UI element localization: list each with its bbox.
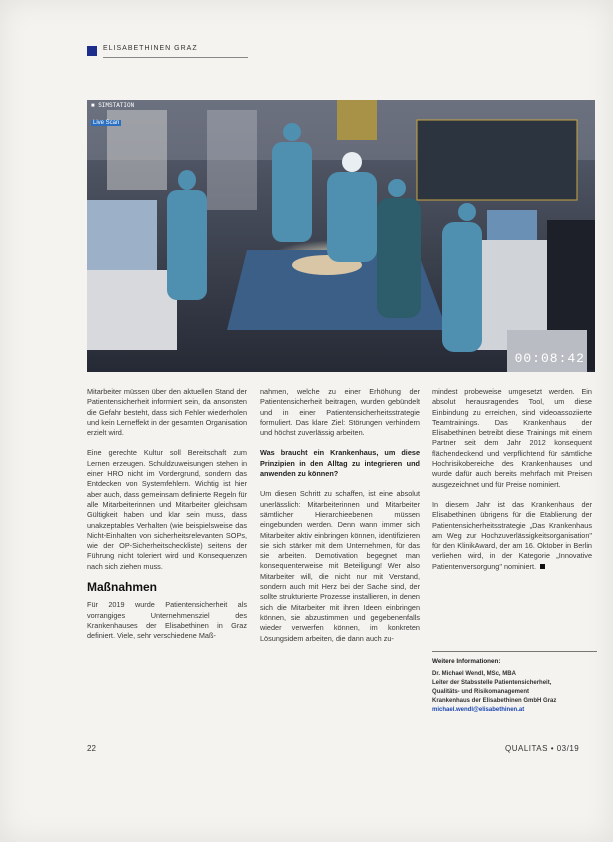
header-square-icon: [87, 46, 97, 56]
section-heading: Maßnahmen: [87, 580, 158, 595]
photo-illustration: [87, 100, 595, 372]
text-column-1: [87, 387, 247, 652]
info-title: Weitere Informationen:: [432, 658, 501, 665]
header-rule: [103, 57, 248, 58]
photo-timecode: 00:08:42: [514, 351, 585, 366]
col1-paragraph-1: Mitarbeiter müssen über den aktuellen Stand der Patientensicherheit informiert sein, da ansonsten die Gefahr besteht, dass sich Fehler wiederholen und kein Lerneffekt in der gesamten Organisation erzielt wird.: [87, 387, 247, 438]
info-line: Qualitäts- und Risikomanagement: [432, 689, 530, 696]
col2-paragraph-2: Um diesen Schritt zu schaffen, ist eine absolut unerlässlich: Mitarbeiterinnen und Mitarbeiter sämtlicher Hierarchieebenen müssen eingebunden werden. Denn wann immer sich Mitarbeiter aktiv einbringen können, identifizieren sie sich stärker mit dem Unternehmen, für das sie arbeiten. Demotivation begegnet man konsequenterweise mit Beteiligung! Wer also Mitarbeiter will, die nicht nur mit Verstand, sondern auch mit Herz bei der Sache sind, der sollte strukturierte Prozesse installieren, in denen sich die Mitarbeiter mit ihren Ideen einbringen können, sie abzustimmen und gegebenenfalls wieder verwerfen können, im konkreten Lösungsidem arbeiten, die dann auch zu-: [260, 489, 420, 643]
photo-badge: ■ SIMSTATION: [91, 102, 135, 109]
running-header: [87, 45, 247, 59]
magazine-issue: QUALITAS • 03/19: [505, 744, 580, 753]
interview-question: Was braucht ein Krankenhaus, um diese Prinzipien in den Alltag zu integrieren und anwenden zu können?: [260, 448, 420, 479]
info-line: Leiter der Stabsstelle Patientensicherheit,: [432, 680, 552, 687]
col3-paragraph-2: [432, 500, 592, 572]
col2-paragraph-1: nahmen, welche zu einer Erhöhung der Patientensicherheit beitragen, wurden gebündelt und in einer Patientensicherheitsstrategie formuliert. Das klare Ziel: Störungen verhindern und höchst zuverlässig arbeiten.: [260, 387, 420, 438]
col3-paragraph-2-text: In diesem Jahr ist das Krankenhaus der Elisabethinen übrigens für die Etablierung der Patientensicherheitsstrategie „Das Krankenhaus am Weg zur Hochzuverlässigkeitsorganisation" für den KlinikAward, der am 16. Oktober in Berlin verliehen wird, in der Kategorie „Innovative Patientenversorgung" nominiert.: [432, 499, 592, 571]
col3-paragraph-1: mindest probeweise umgesetzt werden. Ein absolut herausragendes Tool, um diese Einbindung zu erreichen, sind videoassoziierte Teamtrainings. Das Krankenhaus der Elisabethinen betreibt diese Trainings mit einem Partner seit dem Jahr 2012 konsequent flächendeckend und verpflichtend für sämtliche Hochrisikobereiche des Krankenhauses und wurde dafür auch bereits mehrfach mit Preisen ausgezeichnet und für Preise nominiert.: [432, 387, 592, 489]
info-line: Dr. Michael Wendl, MSc, MBA: [432, 671, 516, 678]
photo-live-label: Live Scan: [93, 120, 120, 126]
info-line: Krankenhaus der Elisabethinen GmbH Graz: [432, 698, 557, 705]
info-email-link[interactable]: michael.wendl@elisabethinen.at: [432, 707, 525, 714]
info-rule: [432, 651, 597, 652]
col1-paragraph-2: Eine gerechte Kultur soll Bereitschaft zum Lernen erzeugen. Schuldzuweisungen stehen in einer HRO nicht im Vordergrund, sondern das Entdecken von Systemfehlern. Wichtig ist hier aber auch, dass gemeinsam definierte Regeln für alle Mitarbeiterinnen und Mitarbeiter gleichsam Gültigkeit haben und klar sein muss, dass unakzeptables Verhalten (wie beispielsweise das Nicht-Einhalten von sicherheitsrelevanten SOPs, wie der OP-Sicherheitscheckliste) seitens der Führung nicht toleriert wird und Konsequenzen nach sich ziehen muss.: [87, 448, 247, 571]
text-column-2: [260, 387, 420, 654]
end-mark-icon: [540, 564, 545, 569]
header-text: ELISABETHINEN GRAZ: [103, 45, 198, 52]
contact-info: [432, 655, 592, 715]
info-block: [432, 670, 592, 715]
page-number: 22: [87, 744, 96, 753]
col1-paragraph-3: Für 2019 wurde Patientensicherheit als vorrangiges Unternehmensziel des Krankenhauses der Elisabethinen in Graz definiert. Viele, sehr verschiedene Maß-: [87, 600, 247, 641]
text-column-3: [432, 387, 592, 582]
operating-room-photo: [87, 100, 595, 372]
